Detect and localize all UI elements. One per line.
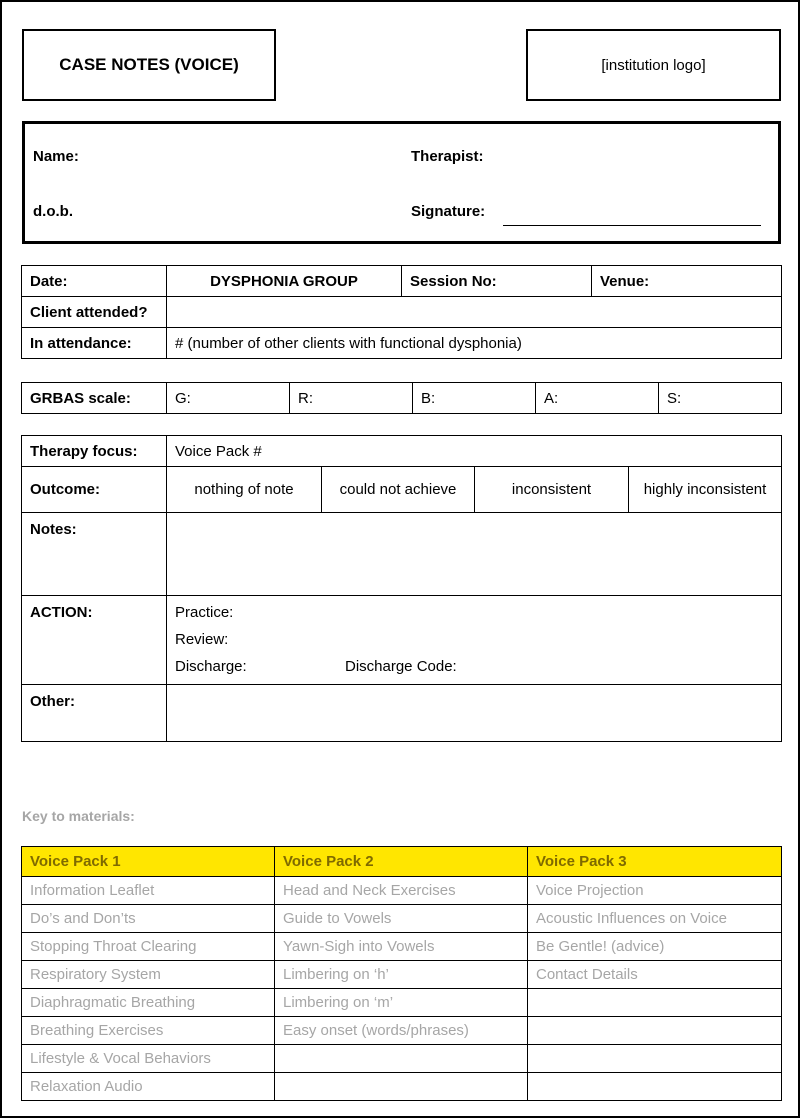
table-row [22, 905, 782, 933]
key-cell: Yawn-Sigh into Vowels [275, 933, 528, 961]
therapy-focus-value[interactable]: Voice Pack # [167, 436, 782, 467]
action-label: ACTION: [22, 596, 167, 685]
key-cell: Be Gentle! (advice) [528, 933, 782, 961]
grbas-b-field[interactable]: B: [413, 383, 536, 414]
voice-pack-1-header: Voice Pack 1 [22, 847, 275, 877]
group-name: DYSPHONIA GROUP [167, 266, 402, 297]
client-attended-label: Client attended? [22, 297, 167, 328]
dob-label: d.o.b. [33, 203, 73, 220]
grbas-r-field[interactable]: R: [290, 383, 413, 414]
key-materials-table [21, 846, 782, 1101]
outcome-option[interactable]: highly inconsistent [629, 467, 782, 513]
logo-box [526, 29, 781, 101]
key-cell: Limbering on ‘h’ [275, 961, 528, 989]
key-cell: Easy onset (words/phrases) [275, 1017, 528, 1045]
notes-label: Notes: [22, 513, 167, 596]
key-cell [275, 1045, 528, 1073]
therapy-focus-label: Therapy focus: [22, 436, 167, 467]
voice-pack-3-header: Voice Pack 3 [528, 847, 782, 877]
identity-box [22, 121, 781, 244]
key-cell [528, 1073, 782, 1101]
key-cell: Breathing Exercises [22, 1017, 275, 1045]
key-cell: Relaxation Audio [22, 1073, 275, 1101]
table-row [22, 266, 782, 297]
therapy-table [21, 435, 782, 742]
venue-label: Venue: [592, 266, 782, 297]
key-cell: Stopping Throat Clearing [22, 933, 275, 961]
title-box [22, 29, 276, 101]
session-table [21, 265, 782, 359]
table-row [22, 1045, 782, 1073]
review-label: Review: [175, 631, 229, 648]
table-row [22, 685, 782, 742]
key-cell: Head and Neck Exercises [275, 877, 528, 905]
grbas-table [21, 382, 782, 414]
key-header-row [22, 847, 782, 877]
key-cell: Voice Projection [528, 877, 782, 905]
other-label: Other: [22, 685, 167, 742]
in-attendance-value[interactable]: # (number of other clients with functional dysphonia) [167, 328, 782, 359]
outcome-option[interactable]: inconsistent [475, 467, 629, 513]
table-row [22, 1017, 782, 1045]
table-row [22, 877, 782, 905]
key-to-materials-label: Key to materials: [22, 808, 135, 824]
table-row [22, 436, 782, 467]
key-cell: Do’s and Don’ts [22, 905, 275, 933]
key-cell: Diaphragmatic Breathing [22, 989, 275, 1017]
page-title: CASE NOTES (VOICE) [59, 55, 239, 74]
key-cell: Lifestyle & Vocal Behaviors [22, 1045, 275, 1073]
client-attended-field[interactable] [167, 297, 782, 328]
table-row [22, 513, 782, 596]
key-cell: Limbering on ‘m’ [275, 989, 528, 1017]
grbas-a-field[interactable]: A: [536, 383, 659, 414]
in-attendance-label: In attendance: [22, 328, 167, 359]
table-row [22, 961, 782, 989]
key-cell: Respiratory System [22, 961, 275, 989]
therapist-label: Therapist: [411, 148, 484, 165]
notes-field[interactable] [167, 513, 782, 596]
name-label: Name: [33, 148, 79, 165]
table-row [22, 383, 782, 414]
key-cell [528, 1045, 782, 1073]
action-field[interactable] [167, 596, 782, 685]
key-cell [528, 1017, 782, 1045]
voice-pack-2-header: Voice Pack 2 [275, 847, 528, 877]
practice-label: Practice: [175, 604, 234, 621]
key-cell: Information Leaflet [22, 877, 275, 905]
other-field[interactable] [167, 685, 782, 742]
discharge-code-label: Discharge Code: [345, 658, 457, 675]
signature-label: Signature: [411, 203, 486, 220]
key-cell [528, 989, 782, 1017]
session-no-label: Session No: [402, 266, 592, 297]
table-row [22, 596, 782, 685]
logo-placeholder: [institution logo] [601, 56, 706, 74]
outcome-option[interactable]: could not achieve [322, 467, 475, 513]
table-row [22, 297, 782, 328]
table-row [22, 467, 782, 513]
table-row [22, 1073, 782, 1101]
date-label: Date: [22, 266, 167, 297]
outcome-option[interactable]: nothing of note [167, 467, 322, 513]
discharge-line [175, 653, 773, 680]
table-row [22, 328, 782, 359]
grbas-label: GRBAS scale: [22, 383, 167, 414]
signature-line[interactable] [503, 225, 761, 226]
key-cell: Contact Details [528, 961, 782, 989]
key-cell: Acoustic Influences on Voice [528, 905, 782, 933]
grbas-s-field[interactable]: S: [659, 383, 782, 414]
outcome-label: Outcome: [22, 467, 167, 513]
key-cell: Guide to Vowels [275, 905, 528, 933]
table-row [22, 933, 782, 961]
discharge-label: Discharge: [175, 658, 247, 675]
key-cell [275, 1073, 528, 1101]
grbas-g-field[interactable]: G: [167, 383, 290, 414]
table-row [22, 989, 782, 1017]
